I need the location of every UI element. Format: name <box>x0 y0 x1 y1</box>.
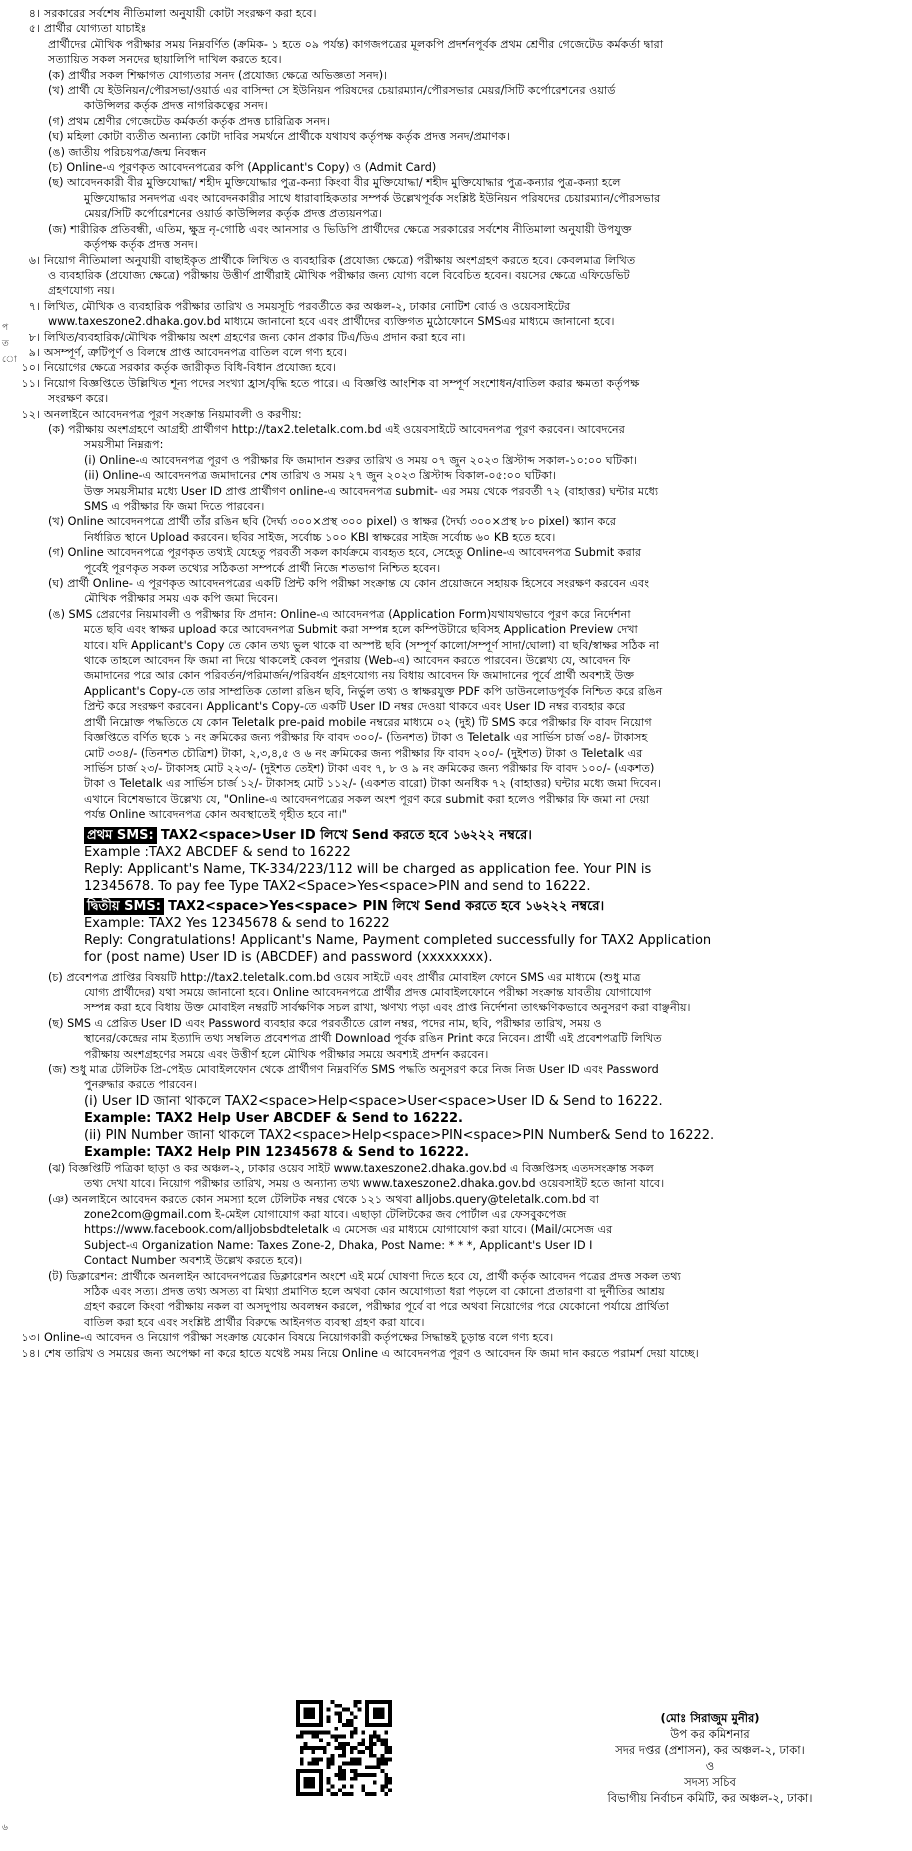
text-line <box>12 407 900 422</box>
clause-text: (ছ) আবেদনকারী বীর মুক্তিযোদ্ধা/ শহীদ মুক্তিযোদ্ধার পুত্র-কন্যা কিংবা বীর মুক্তিযোদ্ধা/ শহীদ মুক্তিযোদ্ধার পুত্র-কন্যার পুত্র-কন্যা হলে <box>48 176 621 190</box>
text-line <box>12 345 900 360</box>
clause-text: উক্ত সময়সীমার মধ্যে User ID প্রাপ্ত প্রার্থীগণ online-এ আবেদনপত্র submit- এর সময় থেকে পরবর্তী ৭২ (বাহাত্তর) ঘন্টার মধ্যে <box>84 484 659 498</box>
clause-text: শেষ তারিখ ও সময়ের জন্য অপেক্ষা না করে হাতে যথেষ্ট সময় নিয়ে Online এ আবেদনপত্র পূরণ ও আবেদন ফি জমা দান করতে পরামর্শ দেয়া যাচ্ছে। <box>44 1346 699 1360</box>
clause-text: নিয়োগ বিজ্ঞপ্তিতে উল্লিখিত শূন্য পদের সংখ্যা হ্রাস/বৃদ্ধি হতে পারে। এ বিজ্ঞপ্তি আংশিক বা সম্পূর্ণ সংশোধন/বাতিল করার ক্ষমতা কর্তৃপক্ষ <box>44 376 640 390</box>
clause-text: (গ) Online আবেদনপত্রে পূরণকৃত তথ্যই যেহেতু পরবর্তী সকল কার্যক্রমে ব্যবহৃত হবে, সেহেতু Online-এ আবেদনপত্র Submit করার <box>48 546 642 560</box>
clause-number: ১৩। <box>21 1331 40 1345</box>
clause-text: (খ) প্রার্থী যে ইউনিয়ন/পৌরসভা/ওয়ার্ড এর বাসিন্দা সে ইউনিয়ন পরিষদের চেয়ারম্যান/পৌরসভার মেয়র/সিটি কর্পোরেশনের ওয়ার্ড <box>48 84 616 98</box>
text-line <box>12 391 900 406</box>
signatory-role: সদস্য সচিব <box>684 1775 736 1789</box>
text-line <box>12 1192 900 1207</box>
clause-text: প্রার্থী নিম্নোক্ত পদ্ধতিতে যে কোন Teletalk pre-paid mobile নম্বরের মাধ্যমে ০২ (দুই) টি SMS করে পরীক্ষার ফি বাবদ নিয়োগ <box>84 715 652 729</box>
clause-text: সত্যায়িত সকল সনদের ছায়ালিপি দাখিল করতে হবে। <box>48 53 282 67</box>
signatory-designation: উপ কর কমিশনার <box>670 1727 750 1741</box>
clause-text: গ্রহণ করলে কিংবা পরীক্ষায় নকল বা অসদুপায় অবলম্বন করলে, পরীক্ষার পূর্বে বা পরে অথবা নিয়োগের পরে যেকোনো পর্যায়ে প্রার্থিতা <box>84 1300 669 1314</box>
clause-text: (ট) ডিক্লারেশন: প্রার্থীকে অনলাইন আবেদনপত্রের ডিক্লারেশন অংশে এই মর্মে ঘোষণা দিতে হবে যে, প্রার্থী কর্তৃক আবেদন পত্রের প্রদত্ত সকল তথ্য <box>48 1269 681 1283</box>
text-line <box>12 576 900 591</box>
clause-text: কাউন্সিলর কর্তৃক প্রদত্ত নাগরিকত্বের সনদ। <box>84 99 268 113</box>
clause-text: কর্তৃপক্ষ কর্তৃক প্রদত্ত সনদ। <box>84 238 198 252</box>
recovery-pin-example: Example: TAX2 Help PIN 12345678 & Send to 16222. <box>84 1144 470 1160</box>
clause-number: ৯। <box>28 345 40 359</box>
text-line <box>12 985 900 1000</box>
first-sms-example: Example :TAX2 ABCDEF & send to 16222 <box>84 844 351 860</box>
first-sms-reply-2: 12345678. To pay fee Type TAX2<Space>Yes<space>PIN and send to 16222. <box>84 878 591 894</box>
clause-text: (ঝ) বিজ্ঞপ্তিটি পত্রিকা ছাড়া ও কর অঞ্চল-২, ঢাকার ওয়েব সাইট www.taxeszone2.dhaka.gov.bd এ বিজ্ঞপ্তিসহ এতদসংক্রান্ত সকল <box>48 1161 654 1175</box>
text-line <box>12 484 900 499</box>
text-line <box>12 684 900 699</box>
second-sms-command: TAX2<space>Yes<space> PIN লিখে Send করতে হবে ১৬২২২ নম্বরে। <box>168 898 605 914</box>
clause-text: মেয়র/সিটি কর্পোরেশনের ওয়ার্ড কাউন্সিলর কর্তৃক প্রদত্ত প্রত্যয়নপত্র। <box>84 207 383 221</box>
clause-text: সম্পন্ন করা হবে বিধায় উক্ত মোবাইল নম্বরটি সার্বক্ষণিক সচল রাখা, ঋণখ্য পড়া এবং প্রাপ্ত নির্দেশনা তাৎক্ষণিকভাবে অনুসরণ করা বাঞ্ছনীয়। <box>84 1001 691 1015</box>
clause-text: Subject-এ Organization Name: Taxes Zone-2, Dhaka, Post Name: * * *, Applicant's User ID I <box>84 1238 593 1252</box>
clause-text: প্রার্থীদের মৌখিক পরীক্ষার সময় নিম্নবর্ণিত (ক্রমিক- ১ হতে ০৯ পর্যন্ত) কাগজপত্রের মূলকপি প্রদর্শনপূর্বক প্রথম শ্রেণীর গেজেটেড কর্মকর্তা দ্বারা <box>48 37 664 51</box>
clause-text: মৌখিক পরীক্ষার সময় এক কপি জমা দিবেন। <box>84 592 279 606</box>
clause-text: www.taxeszone2.dhaka.gov.bd মাধ্যমে জানানো হবে এবং প্রার্থীদের ব্যক্তিগত মুঠোফোনে SMSএর মাধ্যমে জানানো হবে। <box>48 315 615 329</box>
text-line <box>12 314 900 329</box>
text-line <box>12 129 900 144</box>
text-line <box>12 422 900 437</box>
text-line <box>12 1346 900 1361</box>
signatory-conjunction: ও <box>705 1759 715 1773</box>
recovery-user-id: (i) User ID জানা থাকলে TAX2<space>Help<space>User<space>User ID & Send to 16222. <box>84 1093 663 1109</box>
clause-text: প্রিন্ট করে সংরক্ষণ করবেন। Applicant's Copy-তে একটি User ID নম্বর দেওয়া থাকবে এবং User ID নম্বর ব্যবহার করে <box>84 700 626 714</box>
clause-text: এখানে বিশেষভাবে উল্লেখ্য যে, "Online-এ আবেদনপত্রের সকল অংশ পূরণ করে submit করা হলেও পরীক্ষার ফি জমা না দেয়া <box>84 792 650 806</box>
text-line <box>12 268 900 283</box>
text-line <box>12 83 900 98</box>
text-line <box>12 561 900 576</box>
text-line <box>12 1299 900 1314</box>
text-line <box>12 699 900 714</box>
clause-text: স্থানের/কেন্দ্রের নাম ইত্যাদি তথ্য সম্বলিত প্রবেশপত্র প্রার্থী Download পূর্বক রঙিন Print করে নিবেন। প্রার্থী এই প্রবেশপত্রটি লিখিত <box>84 1032 662 1046</box>
second-sms-tag: দ্বিতীয় SMS: <box>84 898 164 915</box>
clause-number: ৪। <box>28 7 40 20</box>
clause-text: লিখিত/ব্যবহারিক/মৌখিক পরীক্ষায় অংশ গ্রহণের জন্য কোন প্রকার টিএ/ডিএ প্রদান করা হবে না। <box>44 330 466 344</box>
clause-text: সময়সীমা নিম্নরূপ: <box>84 438 164 452</box>
text-line <box>12 376 900 391</box>
text-line <box>12 653 900 668</box>
text-line <box>12 206 900 221</box>
page-edge-mark: প <box>2 323 9 333</box>
text-line <box>12 1000 900 1015</box>
text-line <box>12 1062 900 1077</box>
clause-text: সংরক্ষণ করে। <box>48 392 109 406</box>
clause-text: Applicant's Copy-তে তার সাম্প্রতিক তোলা রঙিন ছবি, নির্ভুল তথ্য ও স্বাক্ষরযুক্ত PDF কপি ডাউনলোডপূর্বক নিশ্চিত করে রঙিন <box>84 684 663 698</box>
text-line <box>12 1253 900 1268</box>
text-line <box>12 776 900 791</box>
text-line <box>12 68 900 83</box>
text-line <box>12 283 900 298</box>
clause-number: ৮। <box>28 330 40 344</box>
clause-text: SMS এ পরীক্ষার ফি জমা দিতে পারবেন। <box>84 500 265 513</box>
clause-text: পুনরুদ্ধার করতে পারবেন। <box>84 1078 197 1092</box>
text-line <box>12 237 900 252</box>
text-line <box>12 607 900 622</box>
text-line <box>12 222 900 237</box>
signature-block <box>520 1710 900 1806</box>
text-line <box>12 1330 900 1345</box>
clause-text: জমাদানের পরে আর কোন পরিবর্তন/পরিমার্জন/পরিবর্ধন গ্রহণযোগ্য নয় বিধায় আবেদন ফি জমাদানের পূর্বে প্রার্থী অবশ্যই উক্ত <box>84 669 635 683</box>
clause-text: লিখিত, মৌখিক ও ব্যবহারিক পরীক্ষার তারিখ ও সময়সূচি পরবর্তীতে কর অঞ্চল-২, ঢাকার নোটিশ বোর্ড ও ওয়েবসাইটের <box>44 299 571 313</box>
clause-number: ১০। <box>21 361 40 375</box>
signatory-committee: বিভাগীয় নির্বাচন কমিটি, কর অঞ্চল-২, ঢাকা। <box>607 1791 813 1805</box>
clause-text: সঠিক এবং সত্য। প্রদত্ত তথ্য অসত্য বা মিথ্যা প্রমাণিত হলে অথবা কোন অযোগ্যতা ধরা পড়লে বা কোনো প্রতারণা বা দুর্নীতির আশ্রয় <box>84 1285 665 1299</box>
text-line <box>12 145 900 160</box>
clause-text: (জ) শুধু মাত্র টেলিটক প্রি-পেইড মোবাইলফোন থেকে প্রার্থীগণ নিম্নবর্ণিত SMS পদ্ধতি অনুসরণ করে নিজ নিজ User ID এবং Password <box>48 1062 659 1076</box>
text-line <box>12 453 900 468</box>
clause-text: থাকে তাহলে আবেদন ফি জমা না দিয়ে থাকলেই কেবল পুনরায় (Web-এ) আবেদন করতে পারবেন। উল্লেখ্য যে, আবেদন ফি <box>84 654 631 668</box>
clause-text: নির্ধারিত স্থানে Upload করবেন। ছবির সাইজ, সর্বোচ্চ ১০০ KBI স্বাক্ষরের সাইজ সর্বোচ্চ ৬০ KB হতে হবে। <box>84 530 556 544</box>
text-line <box>12 1284 900 1299</box>
recovery-user-id-example: Example: TAX2 Help User ABCDEF & Send to 16222. <box>84 1110 463 1126</box>
clause-text: প্রার্থীর যোগ্যতা যাচাইঃ <box>44 22 147 36</box>
clause-text: টাকা ও Teletalk এর সার্ভিস চার্জ ১২/- টাকাসহ মোট ১১২/- (একশত বারো) টাকা অনধিক ৭২ (বাহাত্তর) ঘন্টার মধ্যে জমা দিবেন। <box>84 777 661 791</box>
text-line <box>12 1161 900 1176</box>
second-sms-line <box>84 898 900 915</box>
text-line <box>12 1222 900 1237</box>
page-edge-mark: ৬ <box>2 1823 8 1833</box>
clause-text: https://www.facebook.com/alljobsbdteletalk এ মেসেজ এর মাধ্যমে যোগাযোগ করা যাবে। (Mail/মেসেজ এর <box>84 1223 613 1237</box>
text-line <box>12 98 900 113</box>
clause-number: ৫। <box>28 22 40 36</box>
clause-text: (ক) পরীক্ষায় অংশগ্রহণে আগ্রহী প্রার্থীগণ http://tax2.teletalk.com.bd এই ওয়েবসাইটে আবেদনপত্র পূরণ করবেন। আবেদনের <box>48 422 625 436</box>
clause-text: মতে ছবি এবং স্বাক্ষর upload করে আবেদনপত্র Submit করা সম্পন্ন হলে কম্পিউটারে ছবিসহ Application Preview দেখা <box>84 623 638 637</box>
text-line <box>12 160 900 175</box>
second-sms-reply-1: Reply: Congratulations! Applicant's Name, Payment completed successfully for TAX2 Application <box>84 932 712 948</box>
clause-text: যোগ্য প্রার্থীদের) যথা সময়ে জানানো হবে। Online আবেদনপত্রে প্রার্থীর প্রদত্ত মোবাইলফোনে পরীক্ষা সংক্রান্ত যাবতীয় যোগাযোগ <box>84 985 652 999</box>
text-line <box>12 730 900 745</box>
text-line <box>12 545 900 560</box>
clauses-4-to-12e <box>12 6 900 823</box>
clause-text: (ঘ) মহিলা কোটা ব্যতীত অন্যান্য কোটা দাবির সমর্থনে প্রার্থীকে যথাযথ কর্তৃপক্ষ কর্তৃক প্রদত্ত সনদ/প্রমাণক। <box>48 130 510 144</box>
text-line <box>12 591 900 606</box>
clause-number: ১২। <box>21 407 40 421</box>
clause-text: zone2com@gmail.com ই-মেইল যোগাযোগ করা যাবে। এছাড়া টেলিটকের জব পোর্টাল এর ফেসবুকপেজ <box>84 1208 567 1221</box>
text-line <box>12 437 900 452</box>
clause-text: মোট ৩৩৪/- (তিনশত চৌত্রিশ) টাকা, ২,৩,৪,৫ ও ৬ নং ক্রমিকের জন্য পরীক্ষার ফি বাবদ ২০০/- (দুইশত) টাকা ও Teletalk এর <box>84 746 643 760</box>
clause-text: (ঞ) অনলাইনে আবেদন করতে কোন সমস্যা হলে টেলিটক নম্বর থেকে ১২১ অথবা alljobs.query@teletalk.com.bd বা <box>48 1192 599 1206</box>
signatory-name: (মোঃ সিরাজুম মুনীর) <box>660 1711 760 1725</box>
text-line <box>12 715 900 730</box>
clause-text: গ্রহণযোগ্য নয়। <box>48 284 115 298</box>
text-line <box>12 761 900 776</box>
text-line <box>12 530 900 545</box>
first-sms-line <box>84 827 900 844</box>
clause-number: ৭। <box>28 299 40 313</box>
text-line <box>12 299 900 314</box>
text-line <box>12 21 900 36</box>
signatory-office: সদর দপ্তর (প্রশাসন), কর অঞ্চল-২, ঢাকা। <box>615 1743 805 1757</box>
clause-text: (জ) শারীরিক প্রতিবন্ধী, এতিম, ক্ষুদ্র নৃ-গোষ্ঠি এবং আনসার ও ভিডিপি প্রার্থীদের ক্ষেত্রে সরকারের সর্বশেষ নীতিমালা অনুযায়ী উপযুক্ত <box>48 222 632 236</box>
text-line <box>12 622 900 637</box>
clause-text: (ii) Online-এ আবেদনপত্র জমাদানের শেষ তারিখ ও সময় ২৭ জুন ২০২৩ খ্রিস্টাব্দ বিকাল-০৫:০০ ঘটিকা। <box>84 469 557 483</box>
text-line <box>12 970 900 985</box>
clause-number: ১১। <box>21 376 40 390</box>
first-sms-command: TAX2<space>User ID লিখে Send করতে হবে ১৬২২২ নম্বরে। <box>160 827 532 843</box>
text-line <box>12 52 900 67</box>
text-line <box>12 1031 900 1046</box>
password-recovery <box>12 1093 900 1161</box>
clause-text: যাবে। যদি Applicant's Copy তে কোন তথ্য ভুল থাকে বা অস্পষ্ট ছবি (সম্পূর্ণ কালো/সম্পূর্ণ সাদা/ঘোলা) বা ছবি/স্বাক্ষর সঠিক না <box>84 638 659 652</box>
clause-text: পরীক্ষায় অংশগ্রহণের সময়ে এবং উত্তীর্ণ হলে মৌখিক পরীক্ষার সময়ে অবশ্যই প্রদর্শন করবেন। <box>84 1047 489 1061</box>
text-line <box>12 360 900 375</box>
recovery-pin: (ii) PIN Number জানা থাকলে TAX2<space>Help<space>PIN<space>PIN Number& Send to 16222. <box>84 1127 715 1143</box>
clause-text: পর্যন্ত Online আবেদনপত্র কোন অবস্থাতেই গৃহীত হবে না।" <box>84 808 347 822</box>
text-line <box>12 6 900 21</box>
clause-text: অসম্পূর্ণ, ত্রুটিপূর্ণ ও বিলম্বে প্রাপ্ত আবেদনপত্র বাতিল বলে গণ্য হবে। <box>44 345 347 359</box>
clause-text: (i) Online-এ আবেদনপত্র পূরণ ও পরীক্ষার ফি জমাদান শুরুর তারিখ ও সময় ০৭ জুন ২০২৩ খ্রিস্টাব্দ সকাল-১০:০০ ঘটিকা। <box>84 453 638 467</box>
text-line <box>12 253 900 268</box>
clause-text: (গ) প্রথম শ্রেণীর গেজেটেড কর্মকর্তা কর্তৃক প্রদত্ত চারিত্রিক সনদ। <box>48 114 330 128</box>
page-edge-mark: ত <box>2 339 9 349</box>
clause-text: (চ) Online-এ পূরণকৃত আবেদনপত্রের কপি (Applicant's Copy) ও (Admit Card) <box>48 161 437 175</box>
second-sms-example: Example: TAX2 Yes 12345678 & send to 16222 <box>84 915 390 931</box>
first-sms-tag: প্রথম SMS: <box>84 827 157 844</box>
text-line <box>12 792 900 807</box>
text-line <box>12 1047 900 1062</box>
clause-text: (খ) Online আবেদনপত্রে প্রার্থী তাঁর রঙিন ছবি (দৈর্ঘ্য ৩০০×প্রস্থ ৩০০ pixel) ও স্বাক্ষর (দৈর্ঘ্য ৩০০×প্রস্থ ৮০ pixel) স্ক্যান করে <box>48 515 617 529</box>
clause-text: তথ্য দেখা যাবে। নিয়োগ পরীক্ষার তারিখ, সময় ও অন্যান্য তথ্য www.taxeszone2.dhaka.gov.bd ওয়েবসাইট হতে জানা যাবে। <box>84 1177 665 1191</box>
page-edge-mark: ো <box>2 355 17 365</box>
text-line <box>12 514 900 529</box>
clause-number: ৬। <box>28 253 40 267</box>
clause-text: (ঙ) জাতীয় পরিচয়পত্র/জন্ম নিবন্ধন <box>48 145 207 159</box>
text-line <box>12 468 900 483</box>
clause-text: Contact Number অবশ্যই উল্লেখ করতে হবে)। <box>84 1254 303 1268</box>
text-line <box>12 638 900 653</box>
clause-text: অনলাইনে আবেদনপত্র পূরণ সংক্রান্ত নিয়মাবলী ও করণীয়: <box>44 407 302 421</box>
clause-text: Online-এ আবেদন ও নিয়োগ পরীক্ষা সংক্রান্ত যেকোন বিষয়ে নিয়োগকারী কর্তৃপক্ষের সিদ্ধান্তই চূড়ান্ত বলে গণ্য হবে। <box>44 1331 554 1345</box>
notice-document <box>12 6 900 1361</box>
text-line <box>12 807 900 822</box>
clause-text: নিয়োগ নীতিমালা অনুযায়ী বাছাইকৃত প্রার্থীকে লিখিত ও ব্যবহারিক (প্রযোজ্য ক্ষেত্রে) পরীক্ষায় অংশগ্রহণ করতে হবে। কেবলমাত্র লিখিত <box>44 253 636 267</box>
clause-text: ও ব্যবহারিক (প্রযোজ্য ক্ষেত্রে) পরীক্ষায় উত্তীর্ণ প্রার্থীরাই মৌখিক পরীক্ষার জন্য যোগ্য বলে বিবেচিত হবেন। বয়সের ক্ষেত্রে এফিডেভিট <box>48 268 630 282</box>
qr-code <box>296 1700 392 1796</box>
clause-text: (চ) প্রবেশপত্র প্রাপ্তির বিষয়টি http://tax2.teletalk.com.bd ওয়েব সাইটে এবং প্রার্থীর মোবাইল ফোনে SMS এর মাধ্যমে (শুধু মাত্র <box>48 970 641 984</box>
text-line <box>12 1207 900 1222</box>
text-line <box>12 668 900 683</box>
clause-text: নিয়োগের ক্ষেত্রে সরকার কর্তৃক জারীকৃত বিধি-বিধান প্রযোজ্য হবে। <box>44 361 336 375</box>
text-line <box>12 1077 900 1092</box>
text-line <box>12 175 900 190</box>
text-line <box>12 37 900 52</box>
text-line <box>12 746 900 761</box>
text-line <box>12 1269 900 1284</box>
second-sms-reply-2: for (post name) User ID is (ABCDEF) and password (xxxxxxxx). <box>84 949 493 965</box>
clause-text: (ক) প্রার্থীর সকল শিক্ষাগত যোগ্যতার সনদ (প্রযোজ্য ক্ষেত্রে অভিজ্ঞতা সনদ)। <box>48 68 388 82</box>
text-line <box>12 330 900 345</box>
clause-text: মুক্তিযোদ্ধার সনদপত্র এবং আবেদনকারীর সাথে ধারাবাহিকতার সম্পর্ক উল্লেখপূর্বক সংশ্লিষ্ট ইউনিয়ন পরিষদের চেয়ারম্যান/পৌরসভার <box>84 191 661 205</box>
text-line <box>12 191 900 206</box>
clause-text: বিজ্ঞপ্তিতে বর্ণিত ছকে ১ নং ক্রমিকের জন্য পরীক্ষার ফি বাবদ ৩০০/- (তিনশত) টাকা ও Teletalk এর সার্ভিস চার্জ ৩৪/- টাকাসহ <box>84 731 648 745</box>
clause-text: (ঘ) প্রার্থী Online- এ পূরণকৃত আবেদনপত্রের একটি প্রিন্ট কপি পরীক্ষা সংক্রান্ত যে কোন প্রয়োজনে সহায়ক হিসেবে সংরক্ষণ করবেন এবং <box>48 577 650 591</box>
clause-text: বাতিল করা হবে এবং সংশ্লিষ্ট প্রার্থীর বিরুদ্ধে আইনগত ব্যবস্থা গ্রহণ করা যাবে। <box>84 1315 425 1329</box>
clauses-12f-to-12h <box>12 970 900 1093</box>
sms-instructions <box>12 827 900 966</box>
text-line <box>12 114 900 129</box>
first-sms-reply-1: Reply: Applicant's Name, TK-334/223/112 will be charged as application fee. Your PIN is <box>84 861 652 877</box>
clause-number: ১৪। <box>21 1346 40 1360</box>
clauses-12i-to-14 <box>12 1161 900 1361</box>
text-line <box>12 1016 900 1031</box>
clause-text: সার্ভিস চার্জ ২৩/- টাকাসহ মোট ২২৩/- (দুইশত তেইশ) টাকা এবং ৭, ৮ ও ৯ নং ক্রমিকের জন্য পরীক্ষার ফি বাবদ ১০০/- (একশত) <box>84 761 655 775</box>
clause-text: (ঙ) SMS প্রেরণের নিয়মাবলী ও পরীক্ষার ফি প্রদান: Online-এ আবেদনপত্র (Application Form)যথাযথভাবে পূরণ করে নির্দেশনা <box>48 607 631 621</box>
clause-text: সরকারের সর্বশেষ নীতিমালা অনুযায়ী কোটা সংরক্ষণ করা হবে। <box>44 7 317 20</box>
text-line <box>12 1315 900 1330</box>
clause-text: (ছ) SMS এ প্রেরিত User ID এবং Password ব্যবহার করে পরবর্তীতে রোল নম্বর, পদের নাম, ছবি, পরীক্ষার তারিখ, সময় ও <box>48 1016 602 1030</box>
text-line <box>12 1238 900 1253</box>
text-line <box>12 1176 900 1191</box>
clause-text: পূর্বেই পূরণকৃত সকল তথ্যের সঠিকতা সম্পর্কে প্রার্থী নিজে শতভাগ নিশ্চিত হবেন। <box>84 561 441 575</box>
text-line <box>12 499 900 514</box>
